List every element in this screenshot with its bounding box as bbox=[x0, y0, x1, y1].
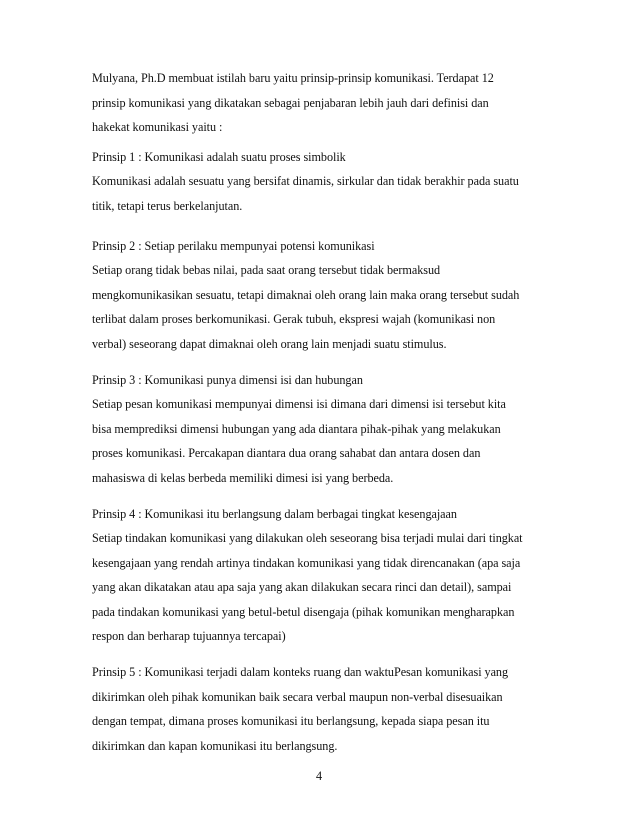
principle-heading: Prinsip 3 : Komunikasi punya dimensi isi dan hubungan bbox=[92, 372, 363, 387]
text-line: Komunikasi adalah sesuatu yang bersifat dinamis, sirkular dan tidak berakhir pada suatu bbox=[92, 174, 519, 189]
principle-heading: Prinsip 2 : Setiap perilaku mempunyai potensi komunikasi bbox=[92, 238, 375, 253]
principle-1 bbox=[92, 145, 554, 219]
text-line: yang akan dikatakan atau apa saja yang akan dilakukan secara rinci dan detail), sampai bbox=[92, 580, 512, 595]
text-line: respon dan berharap tujuannya tercapai) bbox=[92, 629, 286, 644]
intro-paragraph bbox=[92, 66, 554, 140]
principle-heading: Prinsip 1 : Komunikasi adalah suatu proses simbolik bbox=[92, 149, 346, 164]
text-line: pada tindakan komunikasi yang betul-betul disengaja (pihak komunikan mengharapkan bbox=[92, 604, 515, 619]
text-line: titik, tetapi terus berkelanjutan. bbox=[92, 198, 243, 213]
text-line: mahasiswa di kelas berbeda memiliki dimesi isi yang berbeda. bbox=[92, 470, 394, 485]
text-line: hakekat komunikasi yaitu : bbox=[92, 120, 223, 135]
page-number: 4 bbox=[315, 769, 323, 783]
text-line: prinsip komunikasi yang dikatakan sebagai penjabaran lebih jauh dari definisi dan bbox=[92, 95, 489, 110]
text-line: dikirimkan dan kapan komunikasi itu berlangsung. bbox=[92, 738, 338, 753]
text-line: mengkomunikasikan sesuatu, tetapi dimaknai oleh orang lain maka orang tersebut sudah bbox=[92, 287, 520, 302]
text-line: terlibat dalam proses berkomunikasi. Gerak tubuh, ekspresi wajah (komunikasi non bbox=[92, 312, 496, 327]
text-line: Setiap pesan komunikasi mempunyai dimensi isi dimana dari dimensi isi tersebut kita bbox=[92, 397, 506, 412]
text-line: verbal) seseorang dapat dimaknai oleh orang lain menjadi suatu stimulus. bbox=[92, 336, 447, 351]
principle-heading: Prinsip 5 : Komunikasi terjadi dalam konteks ruang dan waktuPesan komunikasi yang bbox=[92, 665, 509, 680]
text-line: Setiap orang tidak bebas nilai, pada saat orang tersebut tidak bermaksud bbox=[92, 263, 441, 278]
document-page bbox=[92, 66, 554, 758]
text-line: Mulyana, Ph.D membuat istilah baru yaitu prinsip-prinsip komunikasi. Terdapat 12 bbox=[92, 71, 494, 85]
text-line: kesengajaan yang rendah artinya tindakan komunikasi yang tidak direncanakan (apa saja bbox=[92, 555, 521, 570]
principle-2 bbox=[92, 234, 554, 357]
principle-5 bbox=[92, 660, 554, 758]
principle-4 bbox=[92, 502, 554, 650]
text-line: Setiap tindakan komunikasi yang dilakukan oleh seseorang bisa terjadi mulai dari tingkat bbox=[92, 531, 523, 546]
text-line: dengan tempat, dimana proses komunikasi itu berlangsung, kepada siapa pesan itu bbox=[92, 714, 490, 729]
principle-3 bbox=[92, 368, 554, 491]
text-line: proses komunikasi. Percakapan diantara dua orang sahabat dan antara dosen dan bbox=[92, 446, 481, 461]
principle-heading: Prinsip 4 : Komunikasi itu berlangsung dalam berbagai tingkat kesengajaan bbox=[92, 506, 457, 521]
text-line: dikirimkan oleh pihak komunikan baik secara verbal maupun non-verbal disesuaikan bbox=[92, 689, 503, 704]
text-line: bisa memprediksi dimensi hubungan yang ada diantara pihak-pihak yang melakukan bbox=[92, 421, 501, 436]
